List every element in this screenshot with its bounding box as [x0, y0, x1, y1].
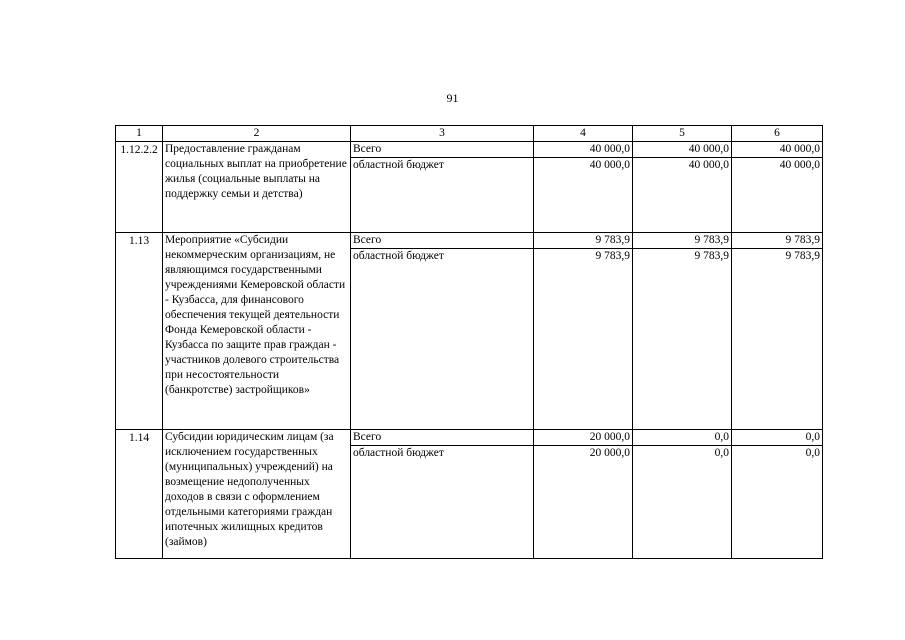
value-cell: 9 783,9 [534, 249, 633, 430]
column-header: 4 [534, 126, 633, 142]
value-cell: 40 000,0 [732, 158, 823, 233]
table-header-row [116, 126, 823, 142]
table-row [116, 430, 823, 446]
value-cell: 40 000,0 [534, 142, 633, 158]
page-number: 91 [446, 91, 459, 105]
table-row [116, 142, 823, 158]
value-cell: 9 783,9 [732, 233, 823, 249]
column-header: 2 [163, 126, 351, 142]
table-row [116, 233, 823, 249]
row-title: Субсидии юридическим лицам (за исключением государственных (муниципальных) учреждений) на возмещение недополученных доходов в связи с оформлением отдельными категориями граждан ипотечных жилищных кредитов (займов) [163, 430, 351, 559]
value-cell: 9 783,9 [732, 249, 823, 430]
value-cell: 0,0 [732, 430, 823, 446]
funding-source: областной бюджет [351, 158, 534, 233]
value-cell: 9 783,9 [633, 233, 732, 249]
value-cell: 40 000,0 [633, 142, 732, 158]
value-cell: 9 783,9 [534, 233, 633, 249]
column-header: 5 [633, 126, 732, 142]
value-cell: 9 783,9 [633, 249, 732, 430]
row-title: Предоставление гражданам социальных выплат на приобретение жилья (социальные выплаты на поддержку семьи и детства) [163, 142, 351, 233]
row-title: Мероприятие «Субсидии некоммерческим организациям, не являющимся государственными учреждениями Кемеровской области - Кузбасса, для финансового обеспечения текущей деятельности Фонда Кемеровской области - Кузбасса по защите прав граждан - участников долевого строительства при несостоятельности (банкротстве) застройщиков» [163, 233, 351, 430]
funding-source: Всего [351, 233, 534, 249]
value-cell: 0,0 [633, 430, 732, 446]
value-cell: 20 000,0 [534, 430, 633, 446]
column-header: 6 [732, 126, 823, 142]
value-cell: 40 000,0 [732, 142, 823, 158]
funding-source: областной бюджет [351, 446, 534, 559]
row-number: 1.14 [116, 430, 163, 559]
value-cell: 0,0 [633, 446, 732, 559]
funding-source: Всего [351, 430, 534, 446]
funding-source: областной бюджет [351, 249, 534, 430]
value-cell: 40 000,0 [534, 158, 633, 233]
row-number: 1.13 [116, 233, 163, 430]
value-cell: 40 000,0 [633, 158, 732, 233]
column-header: 3 [351, 126, 534, 142]
funding-source: Всего [351, 142, 534, 158]
budget-table [115, 125, 823, 559]
column-header: 1 [116, 126, 163, 142]
value-cell: 0,0 [732, 446, 823, 559]
row-number: 1.12.2.2 [116, 142, 163, 233]
value-cell: 20 000,0 [534, 446, 633, 559]
